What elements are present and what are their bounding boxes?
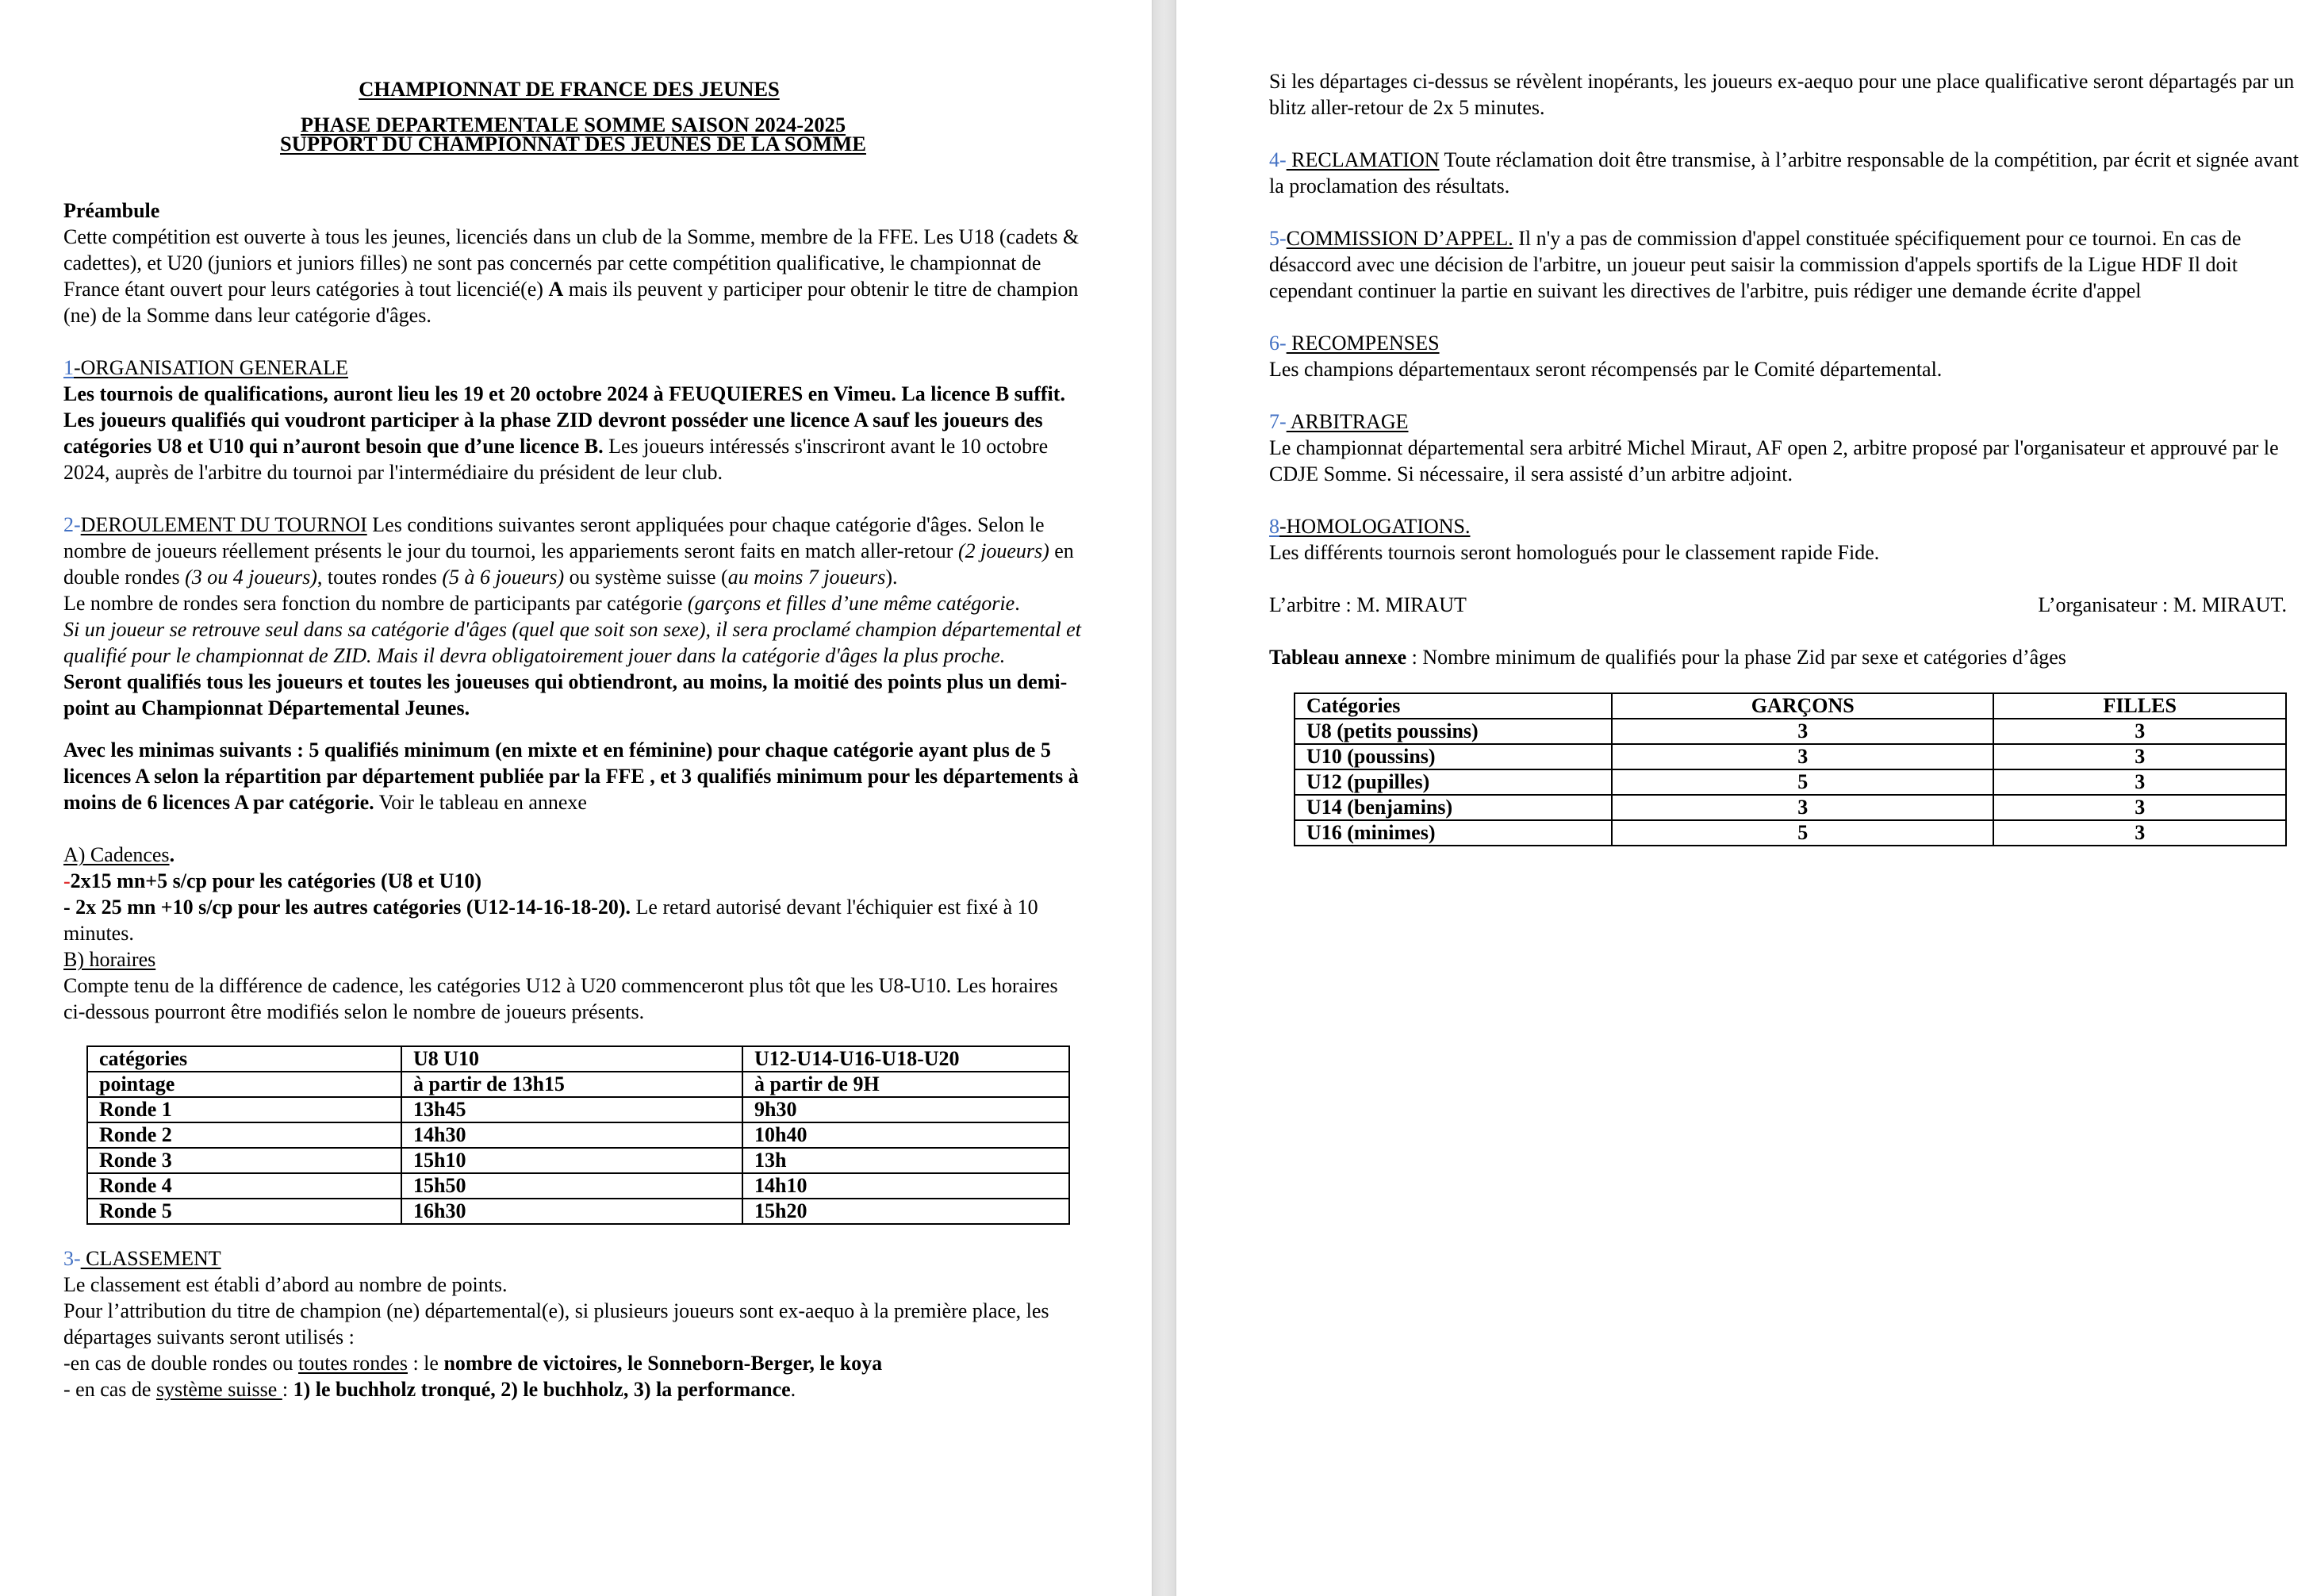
bold-run: - 2x 25 mn +10 s/cp pour les autres catégories (U12-14-16-18-20). — [63, 896, 631, 919]
section-title: ARBITRAGE — [1286, 410, 1409, 433]
schedule-cell: 9h30 — [742, 1097, 1069, 1122]
schedule-cell: 10h40 — [742, 1122, 1069, 1148]
schedule-row — [87, 1148, 1069, 1173]
schedule-cell: 15h50 — [401, 1173, 742, 1199]
section-3-paragraph-5: Si les départages ci-dessus se révèlent inopérants, les joueurs ex-aequo pour une place qualificative seront départagés par un blitz aller-retour de 2x 5 minutes. — [1269, 70, 2295, 119]
schedule-cell: 14h10 — [742, 1173, 1069, 1199]
section-number: 3- — [63, 1247, 81, 1270]
section-7-text: Le championnat départemental sera arbitré Michel Miraut, AF open 2, arbitre proposé par l'organisateur et approuvé par le CDJE Somme. Si nécessaire, il sera assisté d’un arbitre adjoint. — [1269, 436, 2279, 485]
section-2-paragraph-2 — [63, 590, 1083, 616]
annex-row — [1295, 719, 2286, 744]
underlined-run: système suisse — [155, 1378, 282, 1401]
section-5 — [1269, 225, 2300, 304]
section-number: 2- — [63, 513, 81, 536]
section-text: Toute réclamation doit être transmise, à l’arbitre responsable de la compétition, par écrit et signée avant la proclamation des résultats. — [1269, 148, 2300, 198]
annex-garcons-cell: 5 — [1612, 820, 1993, 846]
annex-row — [1295, 769, 2286, 795]
schedule-cell: 16h30 — [401, 1199, 742, 1224]
text-run: : le — [407, 1352, 444, 1375]
annex-category-cell: U14 (benjamins) — [1295, 795, 1612, 820]
signature-row — [1269, 592, 2287, 618]
schedule-cell: pointage — [87, 1072, 401, 1097]
section-3-tiebreak-swiss — [63, 1376, 1083, 1402]
schedule-cell: catégories — [87, 1046, 401, 1072]
annex-category-cell: U16 (minimes) — [1295, 820, 1612, 846]
schedule-cell: à partir de 9H — [742, 1072, 1069, 1097]
annex-filles-cell: 3 — [1993, 820, 2286, 846]
annex-header-cell: GARÇONS — [1612, 693, 1993, 719]
section-4 — [1269, 147, 2300, 199]
section-title: CLASSEMENT — [80, 1247, 221, 1270]
schedule-cell: Ronde 2 — [87, 1122, 401, 1148]
annex-garcons-cell: 3 — [1612, 744, 1993, 769]
schedule-cell: Ronde 5 — [87, 1199, 401, 1224]
annex-header-row — [1295, 693, 2286, 719]
bold-run: nombre de victoires, le Sonneborn-Berger, le koya — [443, 1352, 883, 1375]
red-dash: - — [63, 869, 71, 892]
annex-header-cell: FILLES — [1993, 693, 2286, 719]
annex-row — [1295, 744, 2286, 769]
preambule-text-part: Cette compétition est ouverte à tous les jeunes, licenciés dans un club de la Somme, membre de la FFE. Les U18 (cadets & cadettes), et U20 (juniors et juniors filles) ne sont pas concernés par cette compétition qualificative, le championnat de France étant ouvert pour leurs catégories à tout licencié(e) — [63, 225, 1080, 301]
schedule-cell: 14h30 — [401, 1122, 742, 1148]
schedule-row — [87, 1173, 1069, 1199]
annex-header-cell: Catégories — [1295, 693, 1612, 719]
page-right-content — [1269, 68, 2300, 846]
text-run: . — [790, 1378, 796, 1401]
preambule-bold: A — [548, 278, 564, 301]
section-2-paragraph-5 — [63, 737, 1083, 815]
annex-category-cell: U12 (pupilles) — [1295, 769, 1612, 795]
section-1-text — [63, 381, 1083, 485]
signature-organisateur: L’organisateur : M. MIRAUT. — [2038, 593, 2287, 616]
schedule-table — [86, 1045, 1070, 1225]
schedule-header-row — [87, 1046, 1069, 1072]
underlined-run: toutes rondes — [298, 1352, 408, 1375]
section-number: 5- — [1269, 227, 1287, 250]
text-run: - en cas de — [63, 1378, 156, 1401]
horaires-text: Compte tenu de la différence de cadence, les catégories U12 à U20 commenceront plus tôt que les U8-U10. Les horaires ci-dessous pourront être modifiés selon le nombre de joueurs présents. — [63, 974, 1058, 1023]
section-title: COMMISSION D’APPEL. — [1286, 227, 1513, 250]
italic-run: (5 à 6 joueurs) — [442, 566, 565, 589]
document-page-left — [0, 0, 1152, 1596]
title-line-2: PHASE DEPARTEMENTALE SOMME SAISON 2024-2025 — [300, 113, 846, 136]
annex-filles-cell: 3 — [1993, 769, 2286, 795]
text-run: , toutes rondes — [316, 566, 443, 589]
annex-description: : Nombre minimum de qualifiés pour la phase Zid par sexe et catégories d’âges — [1406, 646, 2066, 669]
section-1-plain: Les joueurs intéressés s'inscriront avant le 10 octobre 2024, auprès de l'arbitre du tournoi par l'intermédiaire du président de leur club. — [63, 435, 1049, 484]
bold-run: 2x15 mn+5 s/cp pour les catégories (U8 et U10) — [70, 869, 482, 892]
section-1-bold: Les tournois de qualifications, auront lieu les 19 et 20 octobre 2024 à FEUQUIERES en Vimeu. La licence B suffit. Les joueurs qualifiés qui voudront participer à la phase ZID devront posséder une licence A sauf les joueurs des catégories U8 et U10 qui n’auront besoin que d’une licence B. — [63, 382, 1065, 458]
section-number: 7- — [1269, 410, 1287, 433]
cadence-line-2 — [63, 894, 1083, 946]
section-1-heading — [63, 355, 1083, 381]
schedule-row — [87, 1199, 1069, 1224]
annex-row — [1295, 795, 2286, 820]
section-number: 4- — [1269, 148, 1287, 171]
section-title: -HOMOLOGATIONS. — [1279, 515, 1471, 538]
document-title-block — [63, 76, 1083, 153]
text-run: Les conditions suivantes seront appliquées pour chaque catégorie d'âges. Selon le nombre de joueurs réellement présents le jour du tournoi, les appariements seront faits en match aller-retour — [63, 513, 1045, 562]
section-8-heading — [1269, 513, 2300, 539]
text-run: -en cas de double rondes ou — [63, 1352, 299, 1375]
annex-filles-cell: 3 — [1993, 719, 2286, 744]
section-3-tiebreak-round-robin — [63, 1350, 1083, 1376]
section-text: Il n'y a pas de commission d'appel constituée spécifiquement pour ce tournoi. En cas de désaccord avec une décision de l'arbitre, un joueur peut saisir la commission d'appels sportifs de la Ligue HDF Il doit cependant continuer la partie en suivant les directives de l'arbitre, puis rédiger une demande écrite d'appel — [1269, 227, 2242, 302]
text-run: : — [282, 1378, 293, 1401]
schedule-row — [87, 1122, 1069, 1148]
bold-run: Avec les minimas suivants : 5 qualifiés minimum (en mixte et en féminine) pour chaque catégorie ayant plus de 5 licences A selon la répartition par département publiée par la FFE , et 3 qualifiés minimum pour les départements à moins de 6 licences A par catégorie. — [63, 739, 1079, 814]
annex-garcons-cell: 3 — [1612, 795, 1993, 820]
preambule-heading: Préambule — [63, 199, 160, 222]
annex-caption — [1269, 644, 2300, 670]
annex-category-cell: U8 (petits poussins) — [1295, 719, 1612, 744]
annex-filles-cell: 3 — [1993, 744, 2286, 769]
subheading: A) Cadences — [63, 843, 170, 866]
section-2-paragraph-3: Si un joueur se retrouve seul dans sa catégorie d'âges (quel que soit son sexe), il sera proclamé champion départemental et qualifié pour le championnat de ZID. Mais il devra obligatoirement jouer dans la catégorie d'âges la plus proche. — [63, 618, 1081, 667]
section-3-paragraph-2: Pour l’attribution du titre de champion (ne) départemental(e), si plusieurs joueurs sont ex-aequo à la première place, les départages suivants seront utilisés : — [63, 1299, 1049, 1349]
title-line-3: SUPPORT DU CHAMPIONNAT DES JEUNES DE LA SOMME — [280, 132, 866, 155]
section-number: 1 — [63, 356, 74, 379]
text-run: . — [169, 843, 175, 866]
annex-label: Tableau annexe — [1269, 646, 1407, 669]
text-run: Voir le tableau en annexe — [374, 791, 587, 814]
text-run: ). — [885, 566, 898, 589]
preambule-text-part: mais ils peuvent y participer pour obtenir le titre de champion (ne) de la Somme dans leur catégorie d'âges. — [63, 278, 1079, 327]
section-title: RECLAMATION — [1286, 148, 1440, 171]
section-number: 8 — [1269, 515, 1279, 538]
signature-arbitre: L’arbitre : M. MIRAUT — [1269, 593, 1467, 616]
page-left-content — [63, 76, 1083, 1402]
annex-garcons-cell: 3 — [1612, 719, 1993, 744]
italic-run: (2 joueurs) — [957, 539, 1049, 562]
section-2-paragraph-4: Seront qualifiés tous les joueurs et toutes les joueuses qui obtiendront, au moins, la moitié des points plus un demi-point au Championnat Départemental Jeunes. — [63, 670, 1068, 719]
text-run: Le nombre de rondes sera fonction du nombre de participants par catégorie — [63, 592, 688, 615]
horaires-heading — [63, 946, 1083, 973]
subheading: B) horaires — [63, 948, 156, 971]
schedule-cell: 15h10 — [401, 1148, 742, 1173]
schedule-cell: U8 U10 — [401, 1046, 742, 1072]
text-run: . — [1015, 592, 1020, 615]
preambule-text — [63, 224, 1083, 328]
section-8-text: Les différents tournois seront homologués pour le classement rapide Fide. — [1269, 541, 1880, 564]
italic-run: (garçons et filles d’une même catégorie — [687, 592, 1015, 615]
schedule-cell: Ronde 4 — [87, 1173, 401, 1199]
schedule-cell: à partir de 13h15 — [401, 1072, 742, 1097]
italic-run: au moins 7 joueurs — [727, 566, 886, 589]
section-title: RECOMPENSES — [1286, 332, 1440, 355]
section-2-paragraph-1 — [63, 512, 1083, 590]
text-run: en double rondes — [63, 539, 1074, 589]
annex-row — [1295, 820, 2286, 846]
annex-garcons-cell: 5 — [1612, 769, 1993, 795]
schedule-cell: Ronde 1 — [87, 1097, 401, 1122]
section-title: DEROULEMENT DU TOURNOI — [80, 513, 367, 536]
schedule-row — [87, 1072, 1069, 1097]
cadences-heading — [63, 842, 1083, 868]
section-6-text: Les champions départementaux seront récompensés par le Comité départemental. — [1269, 358, 1943, 381]
annex-category-cell: U10 (poussins) — [1295, 744, 1612, 769]
text-run: ou système suisse ( — [564, 566, 728, 589]
section-7-heading — [1269, 409, 2300, 435]
bold-run: 1) le buchholz tronqué, 2) le buchholz, 3) la performance — [293, 1378, 791, 1401]
section-6-heading — [1269, 330, 2300, 356]
schedule-cell: 13h — [742, 1148, 1069, 1173]
cadence-line-1 — [63, 868, 1083, 894]
section-3-heading — [63, 1245, 1083, 1272]
section-number: 6- — [1269, 332, 1287, 355]
title-line-1: CHAMPIONNAT DE FRANCE DES JEUNES — [359, 77, 780, 101]
annex-filles-cell: 3 — [1993, 795, 2286, 820]
schedule-cell: 13h45 — [401, 1097, 742, 1122]
annex-table — [1294, 692, 2287, 846]
document-page-right — [1176, 0, 2313, 1596]
schedule-cell: Ronde 3 — [87, 1148, 401, 1173]
section-title: -ORGANISATION GENERALE — [74, 356, 348, 379]
section-3-paragraph-1: Le classement est établi d’abord au nombre de points. — [63, 1273, 508, 1296]
text-run: Le retard autorisé devant l'échiquier est fixé à 10 minutes. — [63, 896, 1038, 945]
schedule-cell: 15h20 — [742, 1199, 1069, 1224]
schedule-row — [87, 1097, 1069, 1122]
italic-run: (3 ou 4 joueurs) — [185, 566, 317, 589]
schedule-cell: U12-U14-U16-U18-U20 — [742, 1046, 1069, 1072]
page-gutter — [1152, 0, 1176, 1596]
